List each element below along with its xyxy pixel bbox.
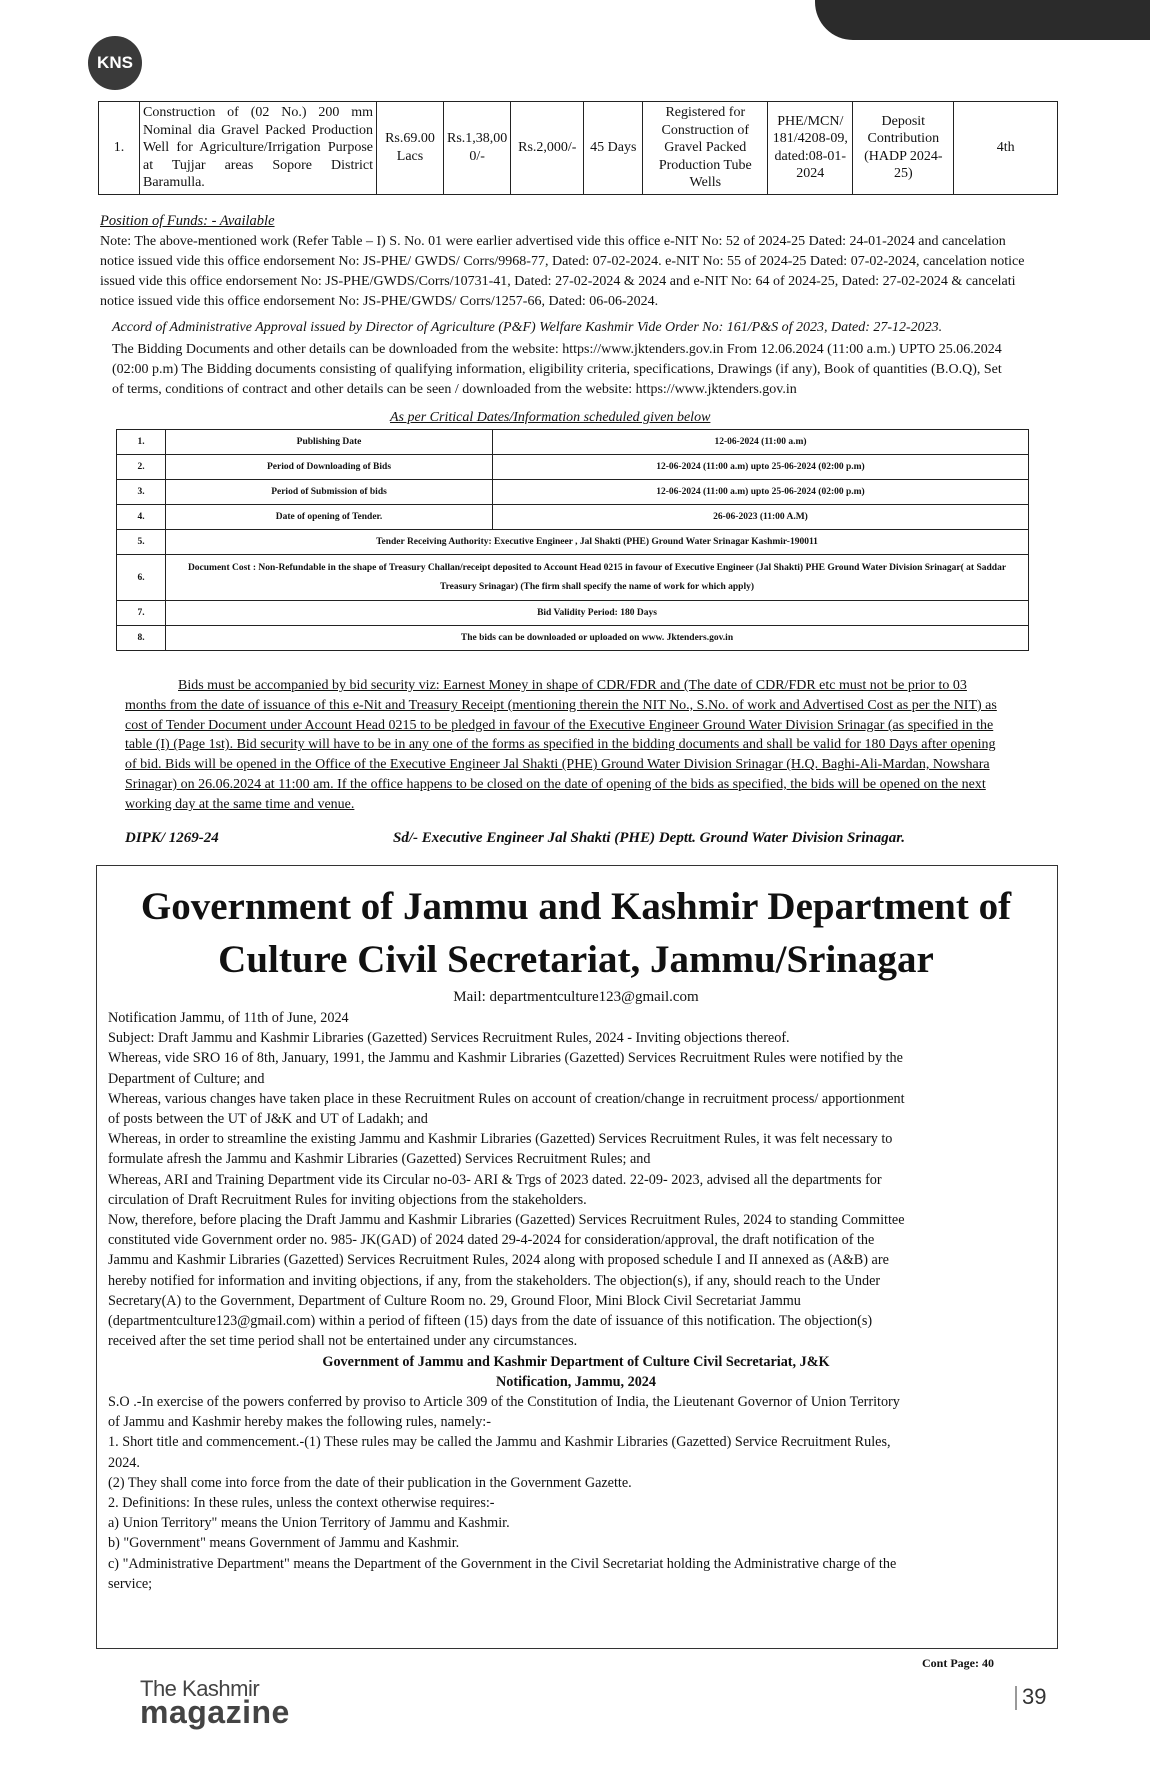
- notification-body: Notification Jammu, of 11th of June, 2024 Subject: Draft Jammu and Kashmir Libraries (Gazetted) Services Recruitment Rules, 2024 - Inviting objections thereof. Whereas, vide SRO 16 of 8th, January, 1991, the Jammu and Kashmir Libraries (Gazetted) Services Recruitment Rules were notified by the Department of Culture; and Whereas, various changes have taken place in these Recruitment Rules on account of creation/change in recruitment process/ apportionment of posts between the UT of J&K and UT of Ladakh; and Whereas, in order to streamline the existing Jammu and Kashmir Libraries (Gazetted) Services Recruitment Rules, it was felt necessary to formulate afresh the Jammu and Kashmir Libraries (Gazetted) Services Recruitment Rules; and Whereas, ARI and Training Department vide its Circular no-03- ARI & Trgs of 2023 dated. 22-09- 2023, advised all the departments for circulation of Draft Recruitment Rules for inviting objections from the stakeholders. Now, therefore, before placing the Draft Jammu and Kashmir Libraries (Gazetted) Services Recruitment Rules, 2024 to standing Committee constituted vide Government order no. 985- JK(GAD) of 2024 dated 29-4-2024 for consideration/approval, the draft notification of the Jammu and Kashmir Libraries (Gazetted) Services Recruitment Rules, 2024 along with proposed schedule I and II annexed as (A&B) are hereby notified for information and inviting objections, if any, from the stakeholders. The objection(s), if any, should reach to the Under Secretary(A) to the Government, Department of Culture Room no. 29, Ground Floor, Mini Block Civil Secretariat Jammu (departmentculture123@gmail.com) within a period of fifteen (15) days from the date of issuance of this notification. The objection(s) received after the set time period shall not be entertained under any circumstances.: [108, 1010, 905, 1350]
- rules-body: S.O .-In exercise of the powers conferred by proviso to Article 309 of the Constitution of India, the Lieutenant Governor of Union Territory of Jammu and Kashmir hereby makes the following rules, namely:- 1. Short title and commencement.-(1) These rules may be called the Jammu and Kashmir Libraries (Gazetted) Service Recruitment Rules, 2024. (2) They shall come into force from the date of their publication in the Government Gazette. 2. Definitions: In these rules, unless the context otherwise requires:- a) Union Territory" means the Union Territory of Jammu and Kashmir. b) "Government" means Government of Jammu and Kashmir. c) "Administrative Department" means the Department of the Government in the Civil Secretariat holding the Administrative charge of the service;: [108, 1394, 900, 1592]
- table-row: 1. Publishing Date 12-06-2024 (11:00 a.m): [117, 430, 1029, 455]
- work-table: [98, 101, 1058, 195]
- note-line: Note: The above-mentioned work (Refer Table – I) S. No. 01 were earlier advertised vide this office e-NIT No: 52 of 2024-25 Dated: 24-01-2024 and cancelation: [100, 234, 1006, 249]
- critical-dates-heading: As per Critical Dates/Information scheduled given below: [390, 410, 711, 425]
- emd-cell: Rs.1,38,00 0/-: [444, 102, 511, 195]
- table-row: 8. The bids can be downloaded or uploaded on www. Jktenders.gov.in: [117, 626, 1029, 651]
- table-row: [99, 102, 1058, 195]
- dipk-number: DIPK/ 1269-24: [125, 830, 219, 846]
- bidding-line: of terms, conditions of contract and other details can be seen / downloaded from the website: https://www.jktenders.gov.in: [112, 381, 797, 397]
- bid-security-block: Bids must be accompanied by bid security viz: Earnest Money in shape of CDR/FDR and (The date of CDR/FDR etc must not be prior to 03 months from the date of issuance of this e-Nit and Treasury Receipt (mentioning therein the NIT No., S.No. of work and Advertised Cost as per the NIT) as cost of Tender Document under Account Head 0215 to be pledged in favour of the Executive Engineer Ground Water Division Srinagar (as specified in the table (I) (Page 1st). Bid security will have to be in any one of the forms as specified in the bidding documents and shall be valid for 180 Days after opening of bid. Bids will be opened in the Office of the Executive Engineer Jal Shakti (PHE) Ground Water Division Srinagar (H.Q. Baghi-Ali-Mardan, Nowshara Srinagar) on 26.06.2024 at 11:00 am. If the office happens to be closed on the date of opening of the bids as specified, the bids will be opened on the next working day at the same time and venue.: [125, 678, 997, 812]
- corner-band: [815, 0, 1150, 40]
- sub-heading: Government of Jammu and Kashmir Department of Culture Civil Secretariat, J&K Notification, Jammu, 2024: [322, 1354, 830, 1390]
- page-number-divider: [1015, 1686, 1017, 1710]
- kashmir-magazine-logo: The Kashmir magazine: [140, 1676, 290, 1730]
- page-number: 39: [1022, 1684, 1047, 1709]
- bidding-block: [112, 340, 1032, 400]
- table-row: 6. Document Cost : Non-Refundable in the shape of Treasury Challan/receipt deposited to Account Head 0215 in favour of Executive Engineer (Jal Shakti) PHE Ground Water Division Srinagar( at Saddar Treasury Srinagar) (The firm shall specify the name of work for which apply): [117, 555, 1029, 601]
- funds-position: Position of Funds: - Available: [100, 213, 275, 229]
- note-block: [100, 232, 1060, 312]
- fee-cell: Rs.2,000/-: [511, 102, 584, 195]
- critical-dates-table: [116, 429, 1029, 651]
- signature-line: Sd/- Executive Engineer Jal Shakti (PHE) Deptt. Ground Water Division Srinagar.: [393, 830, 906, 846]
- department-title: Government of Jammu and Kashmir Department of Culture Civil Secretariat, Jammu/Srinagar: [140, 885, 1012, 981]
- note-line: notice issued vide this office endorsement No: JS-PHE/GWDS/ Corrs/1257-66, Dated: 06-06-2024.: [100, 293, 659, 309]
- accord-line: Accord of Administrative Approval issued by Director of Agriculture (P&F) Welfare Kashmir Vide Order No: 161/P&S of 2023, Dated: 27-12-2023.: [112, 320, 943, 335]
- table-row: 5. Tender Receiving Authority: Executive Engineer , Jal Shakti (PHE) Ground Water Srinagar Kashmir-190011: [117, 530, 1029, 555]
- time-cell: 45 Days: [584, 102, 643, 195]
- head-cell: Deposit Contribution (HADP 2024-25): [853, 102, 954, 195]
- cost-cell: Rs.69.00 Lacs: [377, 102, 444, 195]
- continued-page-note: Cont Page: 40: [922, 1656, 994, 1670]
- sno-cell: 1.: [99, 102, 140, 195]
- bidding-line: The Bidding Documents and other details can be downloaded from the website: https://www.jktenders.gov.in From 12.06.2024 (11:00 a.m.) UPTO 25.06.2024: [112, 342, 1002, 357]
- table-row: 3. Period of Submission of bids 12-06-2024 (11:00 a.m) upto 25-06-2024 (02:00 p.m): [117, 480, 1029, 505]
- description-cell: Construction of (02 No.) 200 mm Nominal dia Gravel Packed Production Well for Agriculture/Irrigation Purpose at Tujjar areas Sopore District Baramulla.: [140, 102, 377, 195]
- note-line: notice issued vide this office endorsement No: JS-PHE/ GWDS/ Corrs/9968-77, Dated: 07-02-2024. e-NIT No: 55 of 2024-25 Dated: 07-02-2024, cancelation notice: [100, 253, 1025, 269]
- ref-cell: PHE/MCN/ 181/4208-09, dated:08-01-2024: [768, 102, 853, 195]
- bidding-line: (02:00 p.m) The Bidding documents consisting of qualifying information, eligibility criteria, specifications, Drawings (if any), Book of quantities (B.O.Q), Set: [112, 361, 1002, 377]
- table-row: 2. Period of Downloading of Bids 12-06-2024 (11:00 a.m) upto 25-06-2024 (02:00 p.m): [117, 455, 1029, 480]
- kns-logo: KNS: [88, 36, 142, 90]
- class-cell: Registered for Construction of Gravel Packed Production Tube Wells: [643, 102, 768, 195]
- call-cell: 4th: [954, 102, 1058, 195]
- table-row: 4. Date of opening of Tender. 26-06-2023 (11:00 A.M): [117, 505, 1029, 530]
- table-row: 7. Bid Validity Period: 180 Days: [117, 601, 1029, 626]
- mail-line: Mail: departmentculture123@gmail.com: [453, 989, 699, 1005]
- note-line: issued vide this office endorsement No: JS-PHE/GWDS/Corrs/10731-41, Dated: 27-02-2024 & 2024 and e-NIT No: 64 of 2024-25, Dated: 27-02-2024 & cancelati: [100, 273, 1016, 289]
